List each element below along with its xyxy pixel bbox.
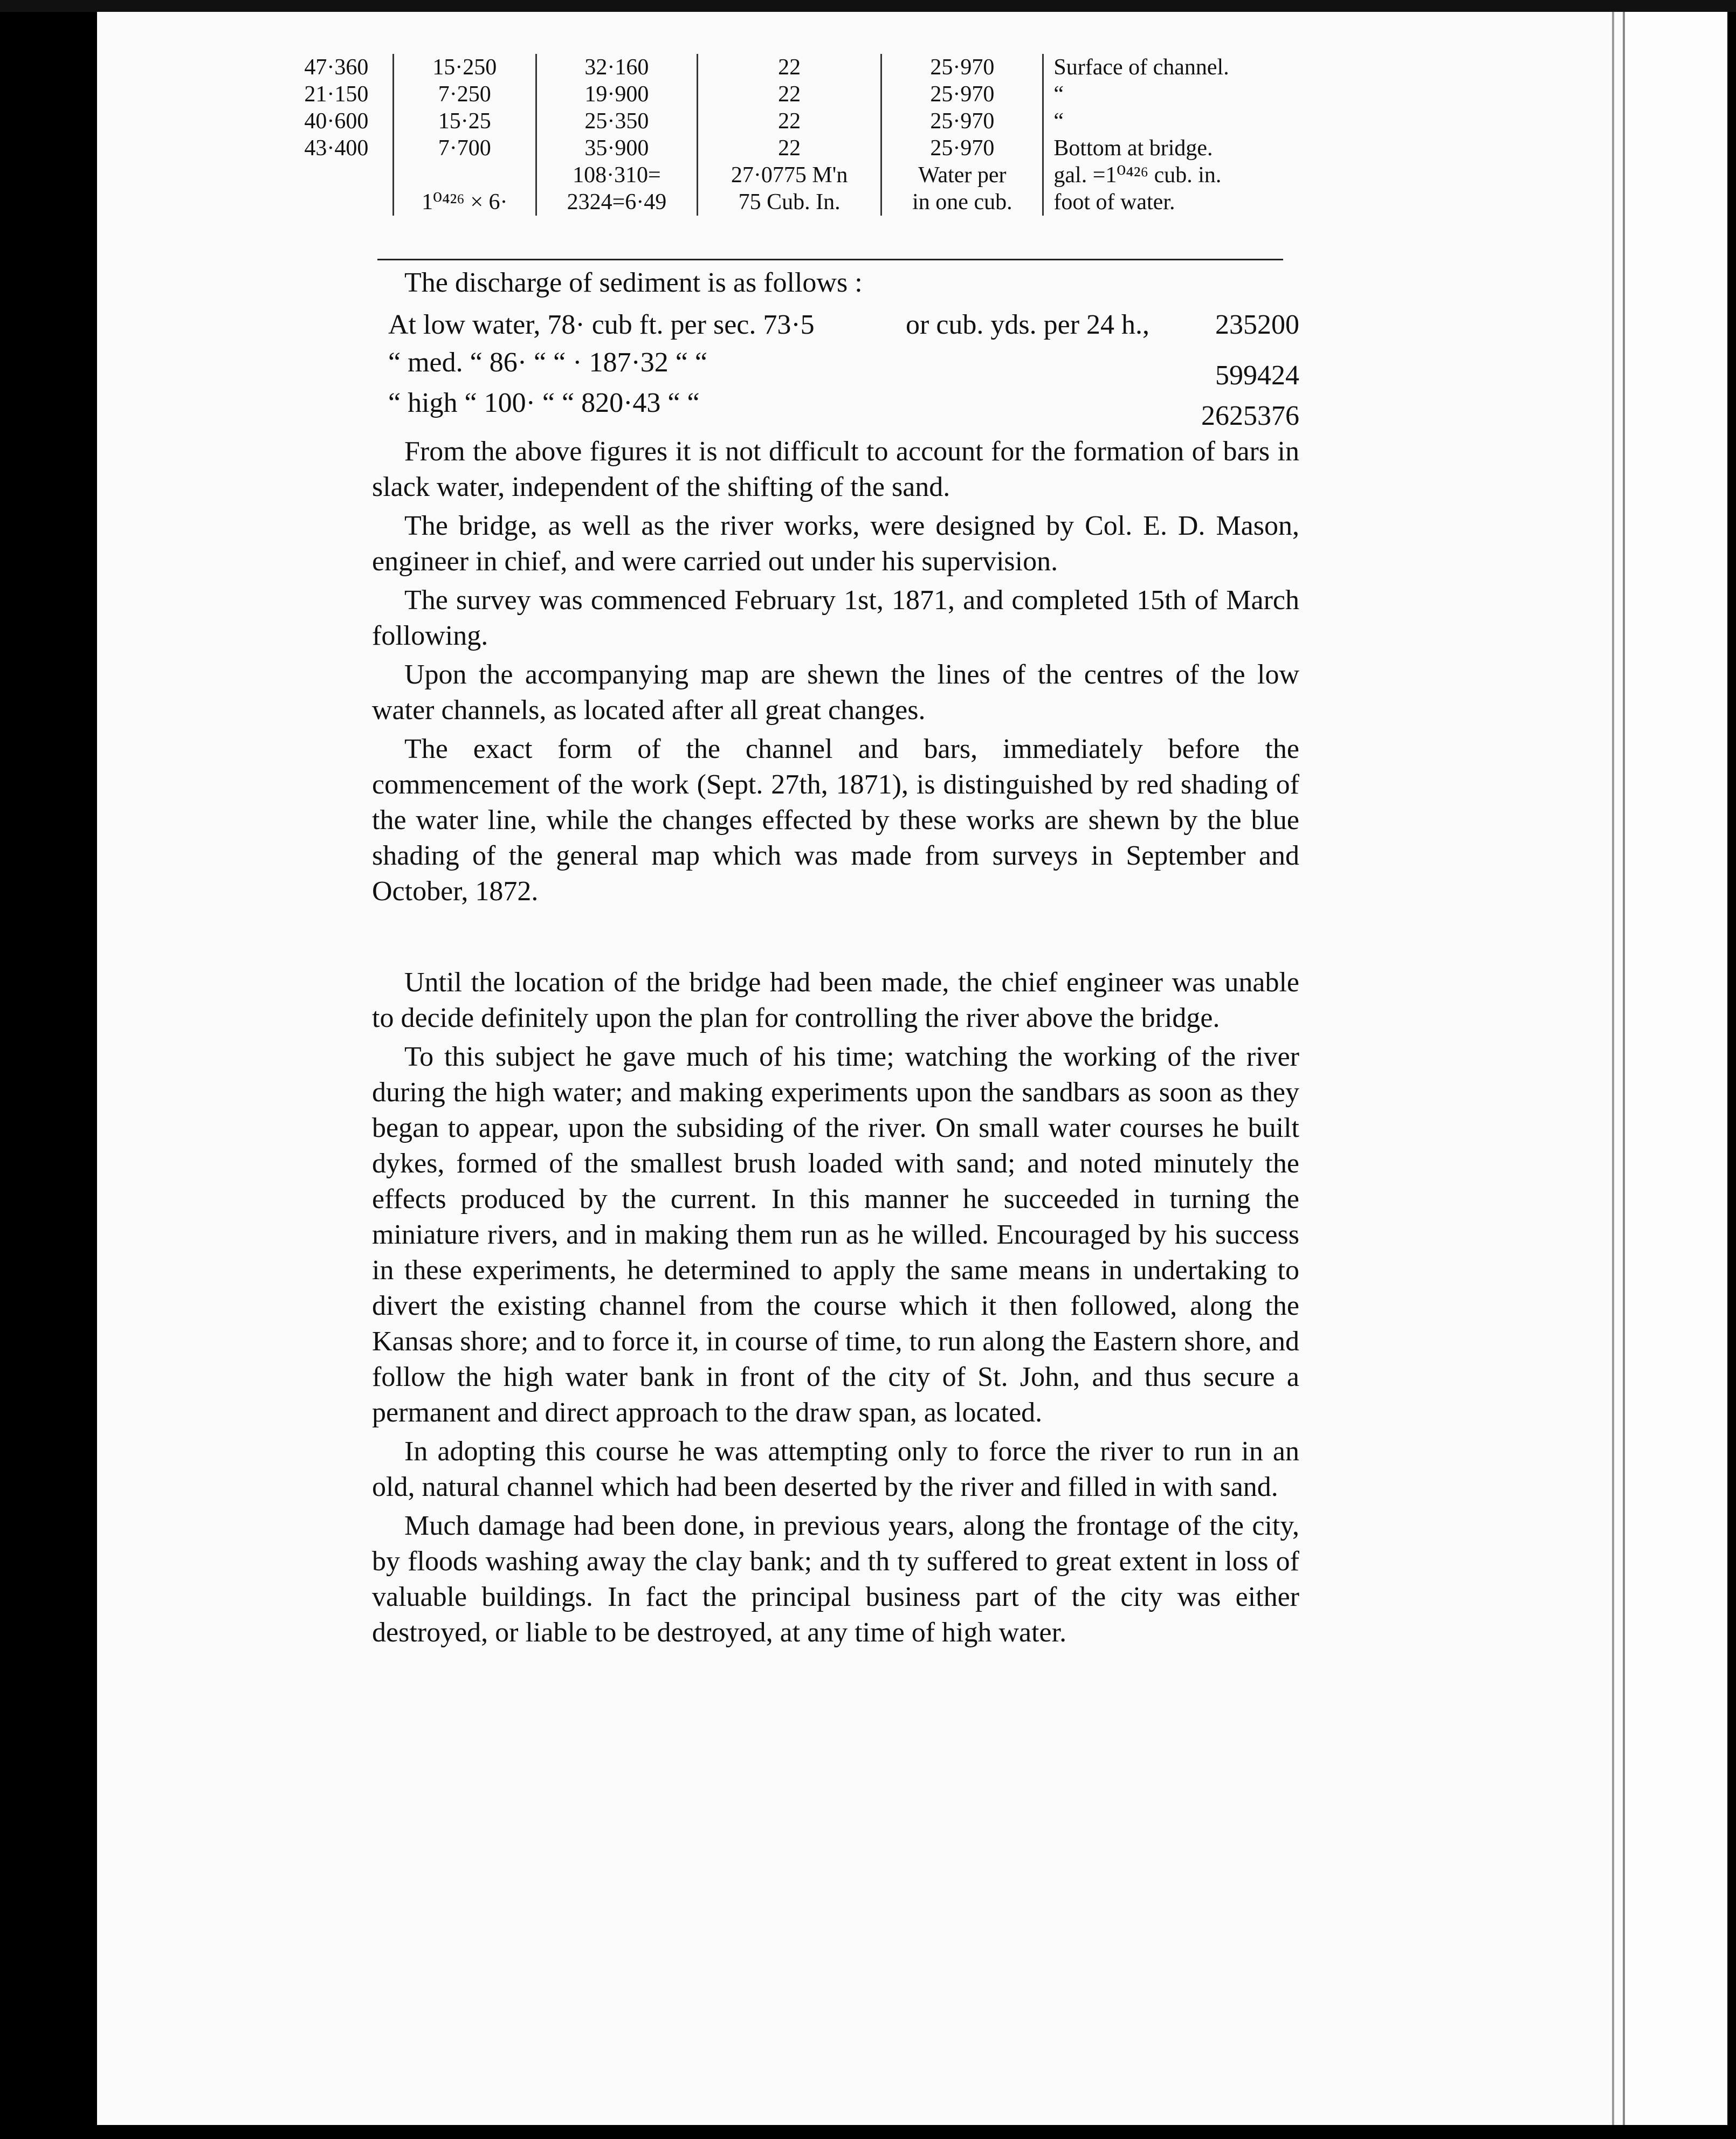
table-cell (280, 189, 393, 216)
discharge-row (388, 307, 1299, 343)
table-cell: 22 (697, 108, 881, 135)
discharge-intro: The discharge of sediment is as follows : (404, 267, 863, 298)
table-cell: “ (1043, 81, 1305, 108)
paragraph: The bridge, as well as the river works, were designed by Col. E. D. Mason, engineer in chief, and were carried out under his supervision. (372, 510, 1299, 577)
table-cell: 25·970 (881, 135, 1043, 162)
table-cell: 2324=6·49 (536, 189, 697, 216)
paragraph: The exact form of the channel and bars, immediately before the commencement of the work (Sept. 27th, 1871), is distinguished by red shading of the water line, while the changes effected by these works are shewn by the blue shading of the general map which was made from surveys in September and October, 1872. (372, 734, 1299, 907)
table-cell: 25·970 (881, 81, 1043, 108)
table-cell: foot of water. (1043, 189, 1305, 216)
discharge-row-mid: or cub. yds. per 24 h., (906, 309, 1150, 340)
discharge-row (388, 345, 1299, 391)
table-cell: 40·600 (304, 109, 369, 134)
table-cell: 15·25 (393, 108, 536, 135)
table-cell: 22 (697, 81, 881, 108)
measurements-table (280, 54, 1305, 216)
table-cell: “ (1043, 108, 1305, 135)
discharge-row-value: 2625376 (1201, 401, 1299, 431)
discharge-row-label: “ high “ 100· “ “ 820·43 “ “ (388, 388, 700, 418)
table-row (280, 135, 1305, 162)
discharge-row-label: “ med. “ 86· “ “ · 187·32 “ “ (388, 347, 707, 378)
table-cell: Water per (881, 162, 1043, 189)
table-cell (280, 162, 393, 189)
table-cell: 27·0775 M'n (697, 162, 881, 189)
table-bottom-rule (377, 259, 1283, 260)
body-text-section-2 (372, 965, 1299, 1654)
table-row (280, 162, 1305, 189)
table-cell: 22 (697, 135, 881, 162)
table-cell: in one cub. (881, 189, 1043, 216)
table-cell (393, 162, 536, 189)
table-row (280, 108, 1305, 135)
table-cell: gal. =1⁰⁴²⁶ cub. in. (1043, 162, 1305, 189)
body-text-section-1 (372, 434, 1299, 913)
paragraph: In adopting this course he was attempting only to force the river to run in an old, natural channel which had been deserted by the river and filled in with sand. (372, 1436, 1299, 1502)
table-cell: 108·310= (536, 162, 697, 189)
paragraph: To this subject he gave much of his time; watching the working of the river during the high water; and making experiments upon the sandbars as soon as they began to appear, upon the subsiding of the river. On small water courses he built dykes, formed of the smallest brush loaded with sand; and noted minutely the effects produced by the current. In this manner he succeeded in turning the miniature rivers, and in making them run as he willed. Encouraged by his success in these experiments, he determined to apply the same means in undertaking to divert the existing channel from the course which it then followed, along the Kansas shore; and to force it, in course of time, to run along the Eastern shore, and follow the high water bank in front of the city of St. John, and thus secure a permanent and direct approach to the draw span, as located. (372, 1041, 1299, 1428)
table-cell: 7·700 (393, 135, 536, 162)
table-cell: 19·900 (536, 81, 697, 108)
table-cell: 15·250 (393, 54, 536, 81)
discharge-row (388, 385, 1299, 431)
table-row (280, 81, 1305, 108)
table-cell: 25·970 (881, 108, 1043, 135)
paragraph: Until the location of the bridge had been made, the chief engineer was unable to decide definitely upon the plan for controlling the river above the bridge. (372, 967, 1299, 1033)
adjacent-page-edge (1623, 12, 1727, 2125)
paragraph: Much damage had been done, in previous years, along the frontage of the city, by floods washing away the clay bank; and th ty suffered to great extent in loss of valuable buildings. In fact the principal business part of the city was either destroyed, or liable to be destroyed, at any time of high water. (372, 1510, 1299, 1648)
table-cell: 1⁰⁴²⁶ × 6· (393, 189, 536, 216)
table-cell: 25·970 (881, 54, 1043, 81)
scan-top-border (0, 0, 1736, 12)
paragraph: The survey was commenced February 1st, 1871, and completed 15th of March following. (372, 585, 1299, 651)
table-cell: Surface of channel. (1043, 54, 1305, 81)
table-cell: 35·900 (536, 135, 697, 162)
table-row (280, 54, 1305, 81)
discharge-row-value: 599424 (1215, 360, 1299, 391)
discharge-row-label: At low water, 78· cub ft. per sec. 73·5 (388, 309, 815, 340)
table-cell: 25·350 (536, 108, 697, 135)
table-cell: 7·250 (393, 81, 536, 108)
discharge-row-value: 235200 (1215, 309, 1299, 340)
table-cell: 32·160 (536, 54, 697, 81)
table-cell: 21·150 (304, 82, 369, 107)
table-row (280, 189, 1305, 216)
page-fold-line (1612, 12, 1614, 2125)
table-cell: 43·400 (304, 136, 369, 161)
table-cell: 47·360 (304, 55, 369, 80)
table-cell: 22 (697, 54, 881, 81)
paragraph: Upon the accompanying map are shewn the lines of the centres of the low water channels, as located after all great changes. (372, 659, 1299, 726)
discharge-intro-block (372, 265, 1299, 304)
table-cell: 75 Cub. In. (697, 189, 881, 216)
paragraph: From the above figures it is not difficult to account for the formation of bars in slack water, independent of the shifting of the sand. (372, 436, 1299, 502)
table-cell: Bottom at bridge. (1043, 135, 1305, 162)
